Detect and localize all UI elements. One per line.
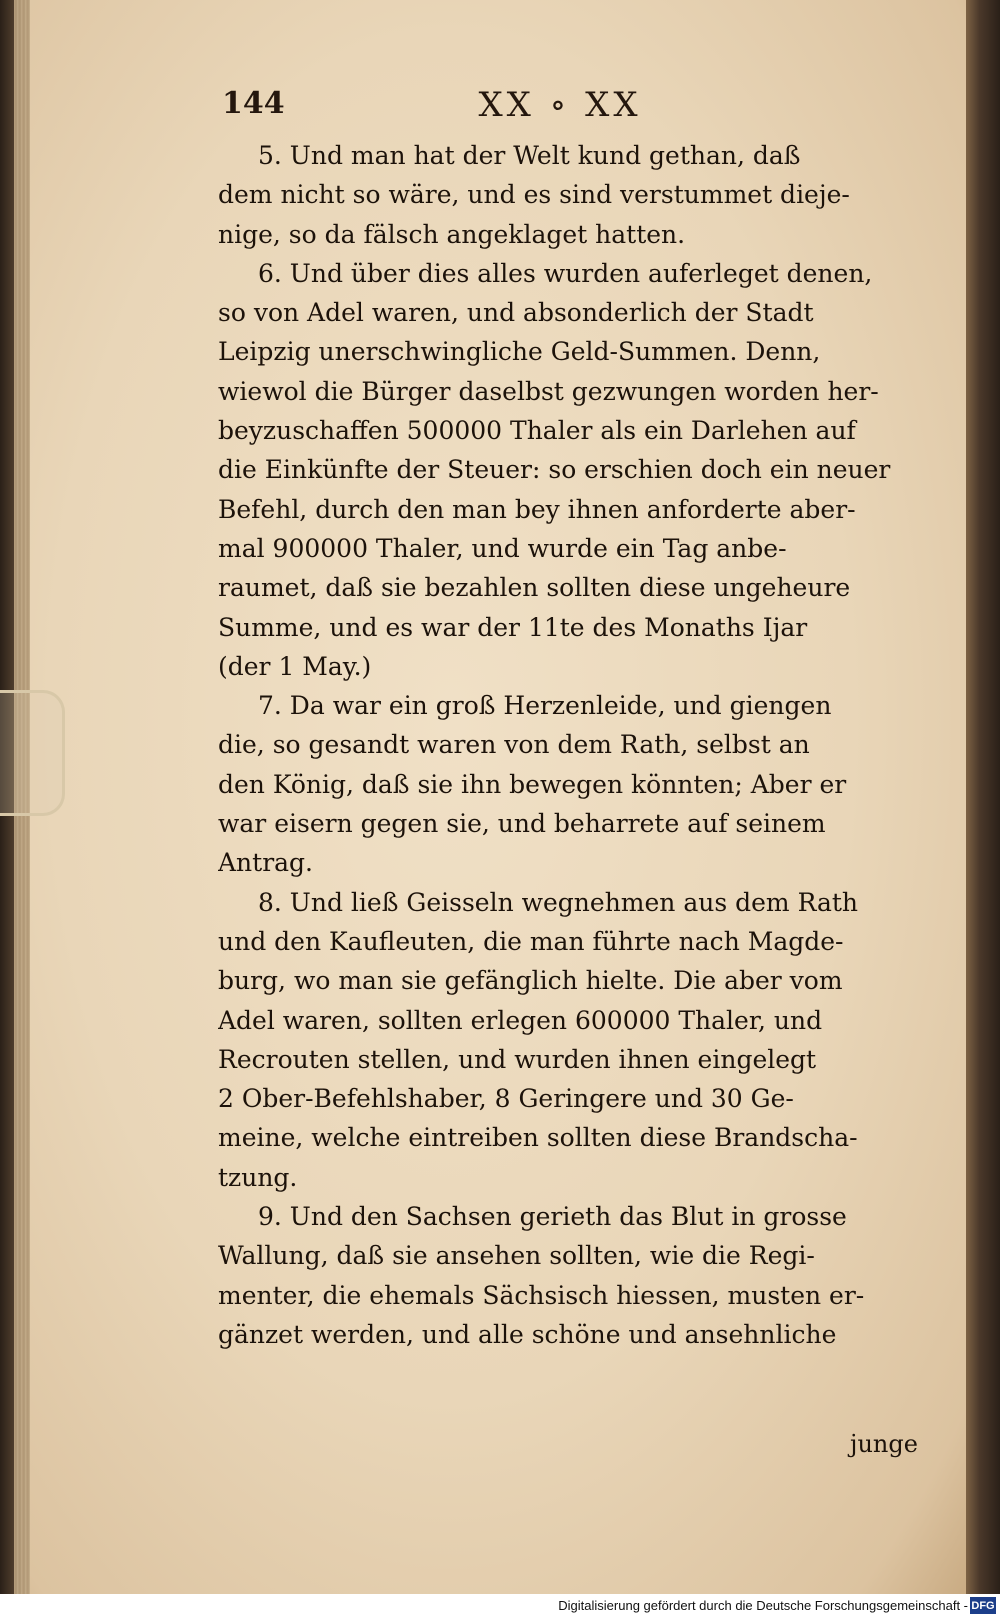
text-line: nige, so da fälsch angeklaget hatten. (218, 219, 686, 249)
text-line: wiewol die Bürger daselbst gezwungen worden her- (218, 376, 879, 406)
text-line: dem nicht so wäre, und es sind verstummet dieje- (218, 180, 850, 210)
text-line: die, so gesandt waren von dem Rath, selbst an (218, 730, 810, 760)
body-text (218, 136, 948, 1354)
text-line: Summe, und es war der 11te des Monaths Ijar (218, 612, 808, 642)
text-line: so von Adel waren, und absonderlich der Stadt (218, 298, 814, 328)
text-line: (der 1 May.) (218, 651, 372, 681)
book-clasp (0, 690, 65, 816)
text-line: den König, daß sie ihn bewegen könnten; Aber er (218, 769, 847, 799)
dfg-logo: DFG (970, 1597, 996, 1614)
text-line: 5. Und man hat der Welt kund gethan, daß (258, 141, 801, 170)
text-line: die Einkünfte der Steuer: so erschien doch ein neuer (218, 455, 891, 485)
page-header (180, 80, 940, 130)
book-page (30, 0, 966, 1594)
text-line: Wallung, daß sie ansehen sollten, wie die Regi- (218, 1241, 815, 1271)
header-ornament: XX ∘ XX (478, 85, 642, 125)
text-line: mal 900000 Thaler, und wurde ein Tag anbe- (218, 533, 787, 563)
text-line: burg, wo man sie gefänglich hielte. Die aber vom (218, 966, 843, 996)
text-line: Antrag. (218, 848, 314, 878)
text-line: war eisern gegen sie, und beharrete auf seinem (218, 809, 826, 839)
digitization-footer (0, 1594, 1000, 1618)
book-gutter (966, 0, 1000, 1618)
text-line: beyzuschaffen 500000 Thaler als ein Darlehen auf (218, 416, 856, 446)
page-number: 144 (222, 86, 285, 121)
catchword: junge (850, 1430, 918, 1458)
text-line: 2 Ober-Befehlshaber, 8 Geringere und 30 Ge- (218, 1084, 794, 1114)
text-line: tzung. (218, 1162, 298, 1192)
text-line: Befehl, durch den man bey ihnen anforderte aber- (218, 494, 856, 524)
text-line: und den Kaufleuten, die man führte nach Magde- (218, 926, 844, 956)
text-line: 8. Und ließ Geisseln wegnehmen aus dem Rath (258, 887, 859, 917)
text-line: raumet, daß sie bezahlen sollten diese ungeheure (218, 573, 851, 603)
text-line: Adel waren, sollten erlegen 600000 Thaler, und (218, 1005, 823, 1035)
footer-credit: Digitalisierung gefördert durch die Deutsche Forschungsgemeinschaft - (558, 1598, 968, 1613)
text-line: meine, welche eintreiben sollten diese Brandscha- (218, 1123, 858, 1153)
text-line: menter, die ehemals Sächsisch hiessen, musten er- (218, 1280, 865, 1310)
text-line: gänzet werden, und alle schöne und ansehnliche (218, 1319, 837, 1349)
text-line: Recrouten stellen, und wurden ihnen eingelegt (218, 1044, 817, 1074)
text-line: 7. Da war ein groß Herzenleide, und giengen (258, 691, 832, 721)
text-line: 6. Und über dies alles wurden auferleget denen, (258, 258, 873, 288)
text-line: 9. Und den Sachsen gerieth das Blut in grosse (258, 1202, 847, 1232)
text-line: Leipzig unerschwingliche Geld-Summen. Denn, (218, 337, 821, 367)
